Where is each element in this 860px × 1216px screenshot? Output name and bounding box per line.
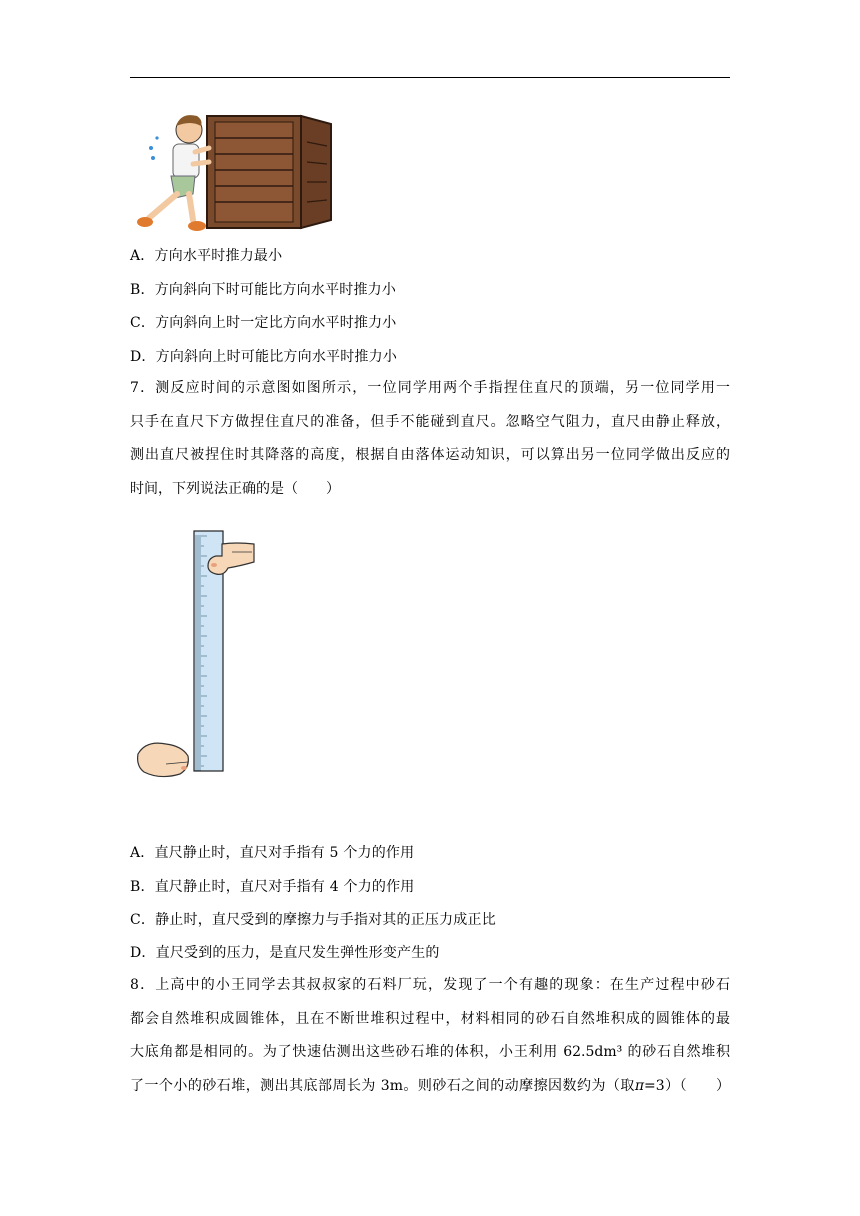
- boy-pushing-crate-figure: [135, 108, 335, 236]
- q6-option-d: D．方向斜向上时可能比方向水平时推力小: [130, 349, 398, 365]
- q6-option-a: A．方向水平时推力最小: [130, 248, 283, 264]
- q7-stem-line: 7．测反应时间的示意图如图所示，一位同学用两个手指捏住直尺的顶端，另一位同学用一: [130, 380, 730, 396]
- q8-stem-line: 都会自然堆积成圆锥体，且在不断世堆积过程中，材料相同的砂石自然堆积成的圆锥体的最: [130, 1010, 730, 1027]
- q7-stem-line: 时间，下列说法正确的是（ ）: [130, 480, 340, 497]
- q8-last-line-suffix: =3）（ ）: [644, 1077, 730, 1094]
- q7-stem-line: 测出直尺被捏住时其降落的高度，根据自由落体运动知识，可以算出另一位同学做出反应的: [130, 447, 730, 463]
- q8-stem-line: [130, 1070, 730, 1104]
- q6-option-c: C．方向斜向上时一定比方向水平时推力小: [130, 315, 397, 331]
- q8-stem: [130, 969, 730, 1103]
- q7-stem-line: 只手在直尺下方做捏住直尺的准备，但手不能碰到直尺。忽略空气阻力，直尺由静止释放，: [130, 413, 730, 430]
- q8-stem-line: 8．上高中的小王同学去其叔叔家的石料厂玩，发现了一个有趣的现象：在生产过程中砂石: [130, 977, 730, 993]
- q7-option-a: A．直尺静止时，直尺对手指有 5 个力的作用: [130, 845, 415, 861]
- q7-option-d: D．直尺受到的压力，是直尺发生弹性形变产生的: [130, 945, 440, 961]
- pi-symbol: π: [634, 1077, 645, 1094]
- header-rule: [130, 77, 730, 78]
- q6-option-b: B．方向斜向下时可能比方向水平时推力小: [130, 282, 397, 298]
- q8-last-line-prefix: 了一个小的砂石堆，测出其底部周长为 3m。则砂石之间的动摩擦因数约为（取: [130, 1077, 635, 1094]
- ruler-reaction-figure: [136, 528, 260, 788]
- q7-option-b: B．直尺静止时，直尺对手指有 4 个力的作用: [130, 879, 415, 895]
- q7-option-c: C．静止时，直尺受到的摩擦力与手指对其的正压力成正比: [130, 912, 496, 928]
- q8-stem-line: 大底角都是相同的。为了快速估测出这些砂石堆的体积，小王利用 62.5dm³ 的砂石自然堆积: [130, 1044, 730, 1060]
- q7-stem: [130, 372, 730, 506]
